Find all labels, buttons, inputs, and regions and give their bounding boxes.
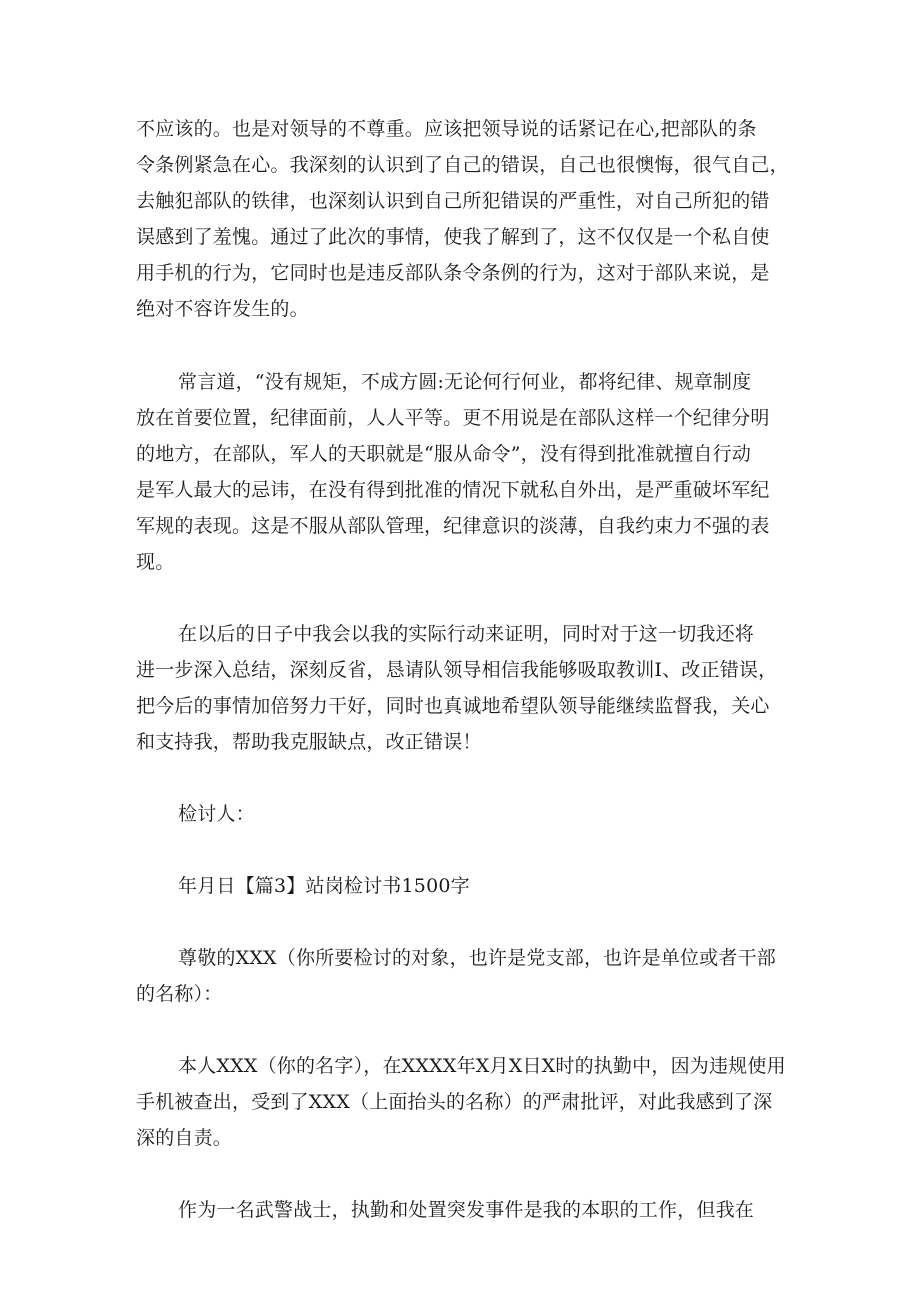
salutation-line-1: 尊敬的XXX（你所要检讨的对象，也许是党支部，也许是单位或者干部 xyxy=(178,947,776,969)
paragraph-2-line-2: 放在首要位置，纪律面前，人人平等。更不用说是在部队这样一个纪律分明 xyxy=(136,407,770,429)
paragraph-2-line-4: 是军人最大的忌讳，在没有得到批准的情况下就私自外出，是严重破坏军纪 xyxy=(136,479,770,501)
paragraph-1-line-3: 去触犯部队的铁律，也深刻认识到自己所犯错误的严重性，对自己所犯的错 xyxy=(136,190,770,212)
paragraph-1-line-2: 令条例紧急在心。我深刻的认识到了自己的错误，自己也很懊悔，很气自己， xyxy=(136,154,789,176)
paragraph-3-line-2: 进一步深入总结，深刻反省，恳请队领导相信我能够吸取教训I、改正错误， xyxy=(136,659,778,681)
paragraph-2-line-1: 常言道，“没有规矩，不成方圆:无论何行何业，都将纪律、规章制度 xyxy=(178,371,752,393)
salutation-line-2: 的名称）： xyxy=(136,983,223,1005)
paragraph-8-line-1: 作为一名武警战士，执勤和处置突发事件是我的本职的工作，但我在 xyxy=(178,1199,755,1221)
paragraph-1-line-4: 误感到了羞愧。通过了此次的事情，使我了解到了，这不仅仅是一个私自使 xyxy=(136,226,770,248)
paragraph-7-line-1: 本人XXX（你的名字），在XXXX年X月X日X时的执勤中，因为违规使用 xyxy=(178,1055,786,1077)
paragraph-2-line-3: 的地方，在部队，军人的天职就是“服从命令”，没有得到批准就擅自行动 xyxy=(136,443,752,465)
paragraph-1-line-5: 用手机的行为，它同时也是违反部队条令条例的行为，这对于部队来说，是 xyxy=(136,262,770,284)
paragraph-3-line-1: 在以后的日子中我会以我的实际行动来证明，同时对于这一切我还将 xyxy=(178,623,755,645)
paragraph-3-line-3: 把今后的事情加倍努力干好，同时也真诚地希望队领导能继续监督我，关心 xyxy=(136,695,770,717)
section-heading: 年月日【篇3】站岗检讨书1500字 xyxy=(178,875,470,897)
paragraph-1-line-1: 不应该的。也是对领导的不尊重。应该把领导说的话紧记在心,把部队的条 xyxy=(136,118,757,140)
paragraph-7-line-3: 深的自责。 xyxy=(136,1127,233,1149)
paragraph-2-line-6: 现。 xyxy=(136,551,175,573)
paragraph-7-line-2: 手机被查出，受到了XXX（上面抬头的名称）的严肃批评，对此我感到了深 xyxy=(136,1091,773,1113)
paragraph-1-line-6: 绝对不容许发生的。 xyxy=(136,298,309,320)
paragraph-2-line-5: 军规的表现。这是不服从部队管理，纪律意识的淡薄，自我约束力不强的表 xyxy=(136,515,770,537)
paragraph-3-line-4: 和支持我，帮助我克服缺点，改正错误！ xyxy=(136,731,482,753)
reviewer-label: 检讨人： xyxy=(178,803,255,825)
